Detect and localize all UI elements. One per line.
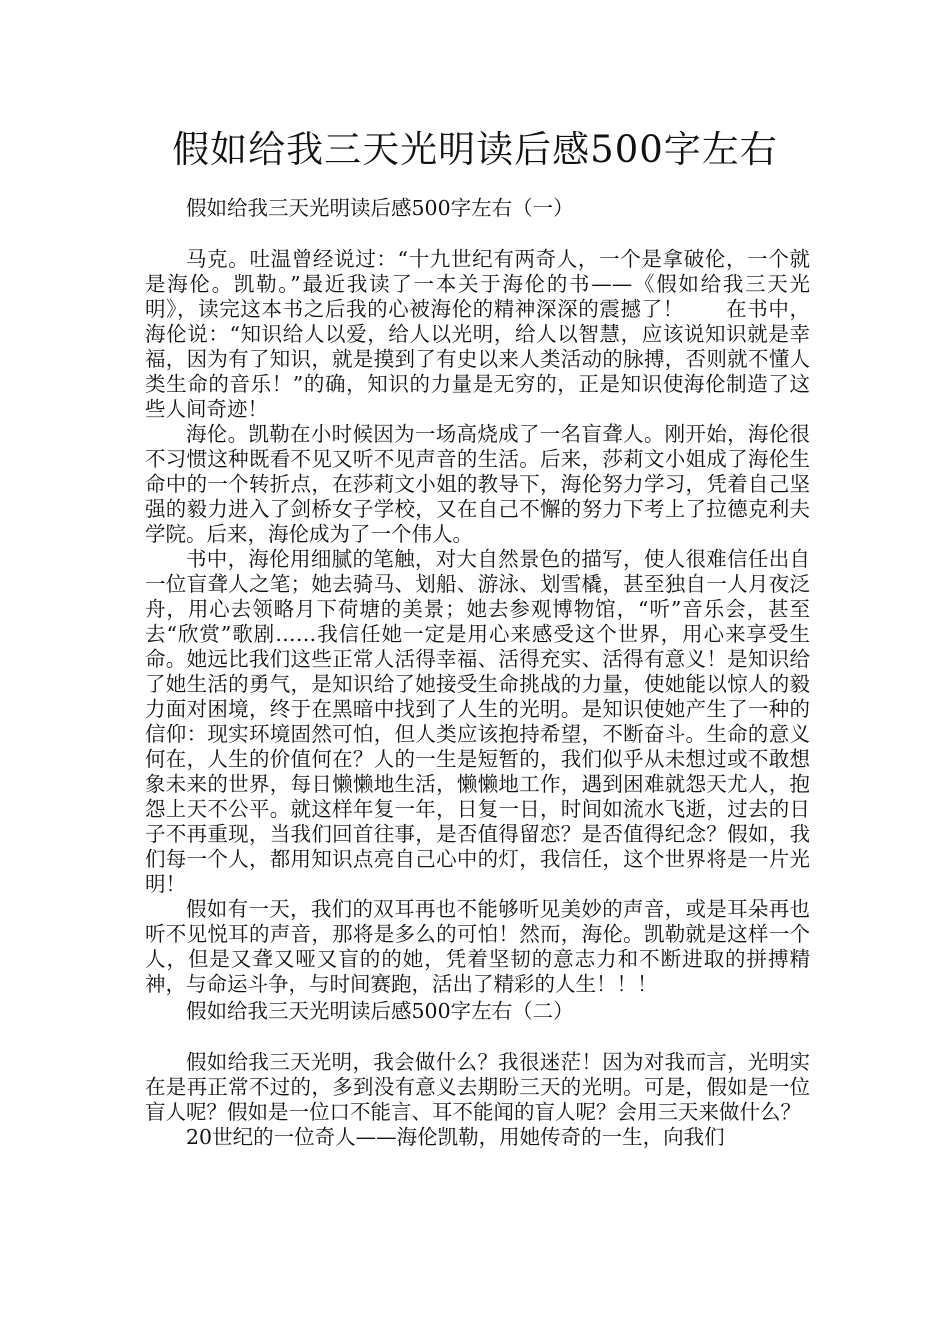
section-1-paragraph-2: 海伦。凯勒在小时候因为一场高烧成了一名盲聋人。刚开始，海伦很不习惯这种既看不见又听不见声音的生活。后来，莎莉文小姐成了海伦生命中的一个转折点，在莎莉文小姐的教导下，海伦努力学习，凭着自己坚强的毅力进入了剑桥女子学校，又在自己不懈的努力下考上了拉德克利夫学院。后来，海伦成为了一个伟人。 xyxy=(145,422,810,546)
section-2-paragraph-2: 20世纪的一位奇人——海伦凯勒，用她传奇的一生，向我们 xyxy=(186,1125,725,1149)
section-1-paragraph-3: 书中，海伦用细腻的笔触，对大自然景色的描写，使人很难信任出自一位盲聋人之笔；她去骑马、划船、游泳、划雪橇，甚至独自一人月夜泛舟，用心去领略月下荷塘的美景；她去参观博物馆，“听”音乐会，甚至去“欣赏”歌剧……我信任她一定是用心来感受这个世界，用心来享受生命。她远比我们这些正常人活得幸福、活得充实、活得有意义！是知识给了她生活的勇气，是知识给了她接受生命挑战的力量，使她能以惊人的毅力面对困境，终于在黑暗中找到了人生的光明。是知识使她产生了一种的信仰：现实环境固然可怕，但人类应该抱持希望，不断奋斗。生命的意义何在，人生的价值何在？人的一生是短暂的，我们似乎从未想过或不敢想象未来的世界，每日懒懒地生活，懒懒地工作，遇到困难就怨天尤人，抱怨上天不公平。就这样年复一年，日复一日，时间如流水飞逝，过去的日子不再重现，当我们回首往事，是否值得留恋？是否值得纪念？假如，我们每一个人，都用知识点亮自己心中的灯，我信任，这个世界将是一片光明！ xyxy=(145,547,810,896)
section-1-paragraph-1: 马克。吐温曾经说过：“十九世纪有两奇人，一个是拿破伦，一个就是海伦。凯勒。”最近我读了一本关于海伦的书——《假如给我三天光明》，读完这本书之后我的心被海伦的精神深深的震撼了！ 在书中，海伦说：“知识给人以爱，给人以光明，给人以智慧，应该说知识就是幸福，因为有了知识，就是摸到了有史以来人类活动的脉搏，否则就不懂人类生命的音乐！”的确，知识的力量是无穷的，正是知识使海伦制造了这些人间奇迹！ xyxy=(145,247,810,421)
section-2-paragraph-1: 假如给我三天光明，我会做什么？我很迷茫！因为对我而言，光明实在是再正常不过的，多到没有意义去期盼三天的光明。可是，假如是一位盲人呢？假如是一位口不能言、耳不能闻的盲人呢？会用三天来做什么？ xyxy=(145,1050,810,1124)
section-1-paragraph-4: 假如有一天，我们的双耳再也不能够听见美妙的声音，或是耳朵再也听不见悦耳的声音，那将是多么的可怕！然而，海伦。凯勒就是这样一个人，但是又聋又哑又盲的的她，凭着坚韧的意志力和不断进取的拼搏精神，与命运斗争，与时间赛跑，活出了精彩的人生！！！ xyxy=(145,897,810,996)
section-2-subtitle: 假如给我三天光明读后感500字左右（二） xyxy=(186,999,574,1023)
section-1-subtitle: 假如给我三天光明读后感500字左右（一） xyxy=(186,196,574,220)
document-body xyxy=(145,196,810,1150)
document-title: 假如给我三天光明读后感500字左右 xyxy=(172,128,778,171)
